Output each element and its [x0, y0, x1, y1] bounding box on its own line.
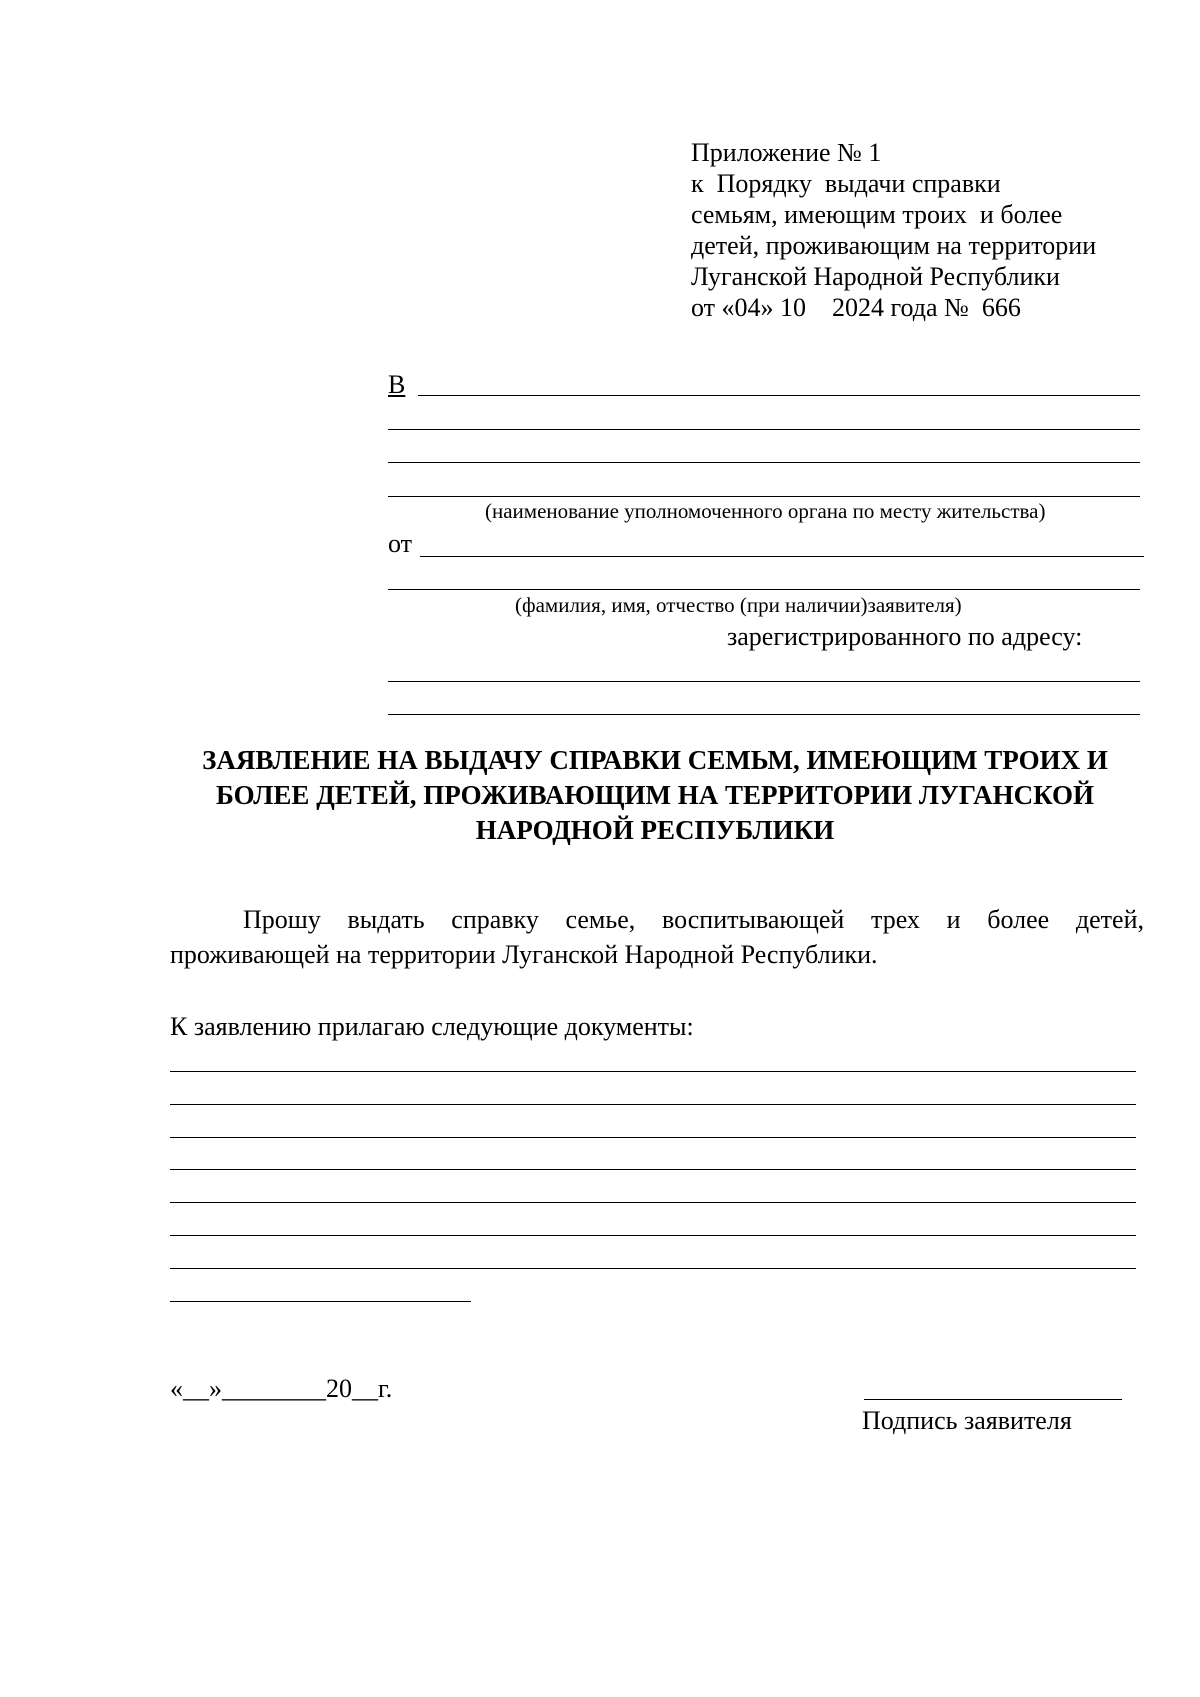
- appendix-block: [691, 137, 1096, 323]
- attachments-line-7[interactable]: [170, 1268, 1136, 1269]
- authority-field-line-4[interactable]: [388, 496, 1140, 497]
- title-line-3: НАРОДНОЙ РЕСПУБЛИКИ: [475, 815, 835, 845]
- from-label: от: [388, 529, 413, 558]
- attachments-label: К заявлению прилагаю следующие документы:: [170, 1012, 694, 1041]
- appendix-line-2: к Порядку выдачи справки: [691, 169, 1001, 198]
- appendix-line-5: Луганской Народной Республики: [691, 262, 1060, 291]
- title-line-1: ЗАЯВЛЕНИЕ НА ВЫДАЧУ СПРАВКИ СЕМЬМ, ИМЕЮЩИМ ТРОИХ И: [202, 745, 1108, 775]
- attachments-line-6[interactable]: [170, 1235, 1136, 1236]
- attachments-line-3[interactable]: [170, 1137, 1136, 1138]
- applicant-field-line-1[interactable]: [420, 556, 1144, 557]
- document-title: [150, 743, 1160, 848]
- authority-field-line-3[interactable]: [388, 462, 1140, 463]
- appendix-line-6: от «04» 10 2024 года № 666: [691, 293, 1021, 322]
- to-label: В: [388, 370, 406, 399]
- authority-field-line-2[interactable]: [388, 429, 1140, 430]
- request-paragraph: Прошу выдать справку семье, воспитывающей трех и более детей, проживающей на территории Луганской Народной Республики.: [170, 905, 1144, 969]
- applicant-caption: (фамилия, имя, отчество (при наличии)заявителя): [515, 593, 962, 617]
- attachments-line-8[interactable]: [170, 1301, 471, 1302]
- appendix-line-4: детей, проживающим на территории: [691, 231, 1097, 260]
- attachments-line-2[interactable]: [170, 1104, 1136, 1105]
- attachments-line-1[interactable]: [170, 1071, 1136, 1072]
- address-field-line-1[interactable]: [388, 681, 1140, 682]
- signature-line[interactable]: [864, 1399, 1122, 1400]
- address-label: зарегистрированного по адресу:: [727, 622, 1083, 651]
- title-line-2: БОЛЕЕ ДЕТЕЙ, ПРОЖИВАЮЩИМ НА ТЕРРИТОРИИ ЛУГАНСКОЙ: [215, 780, 1094, 810]
- address-field-line-2[interactable]: [388, 714, 1140, 715]
- authority-field-line-1[interactable]: [418, 395, 1140, 396]
- applicant-field-line-2[interactable]: [388, 589, 1140, 590]
- signature-caption: Подпись заявителя: [862, 1406, 1072, 1435]
- attachments-line-4[interactable]: [170, 1169, 1136, 1170]
- appendix-line-1: Приложение № 1: [691, 138, 882, 167]
- authority-caption: (наименование уполномоченного органа по месту жительства): [485, 499, 1046, 523]
- appendix-line-3: семьям, имеющим троих и более: [691, 200, 1063, 229]
- date-field[interactable]: «__»________20__г.: [170, 1374, 393, 1403]
- attachments-line-5[interactable]: [170, 1202, 1136, 1203]
